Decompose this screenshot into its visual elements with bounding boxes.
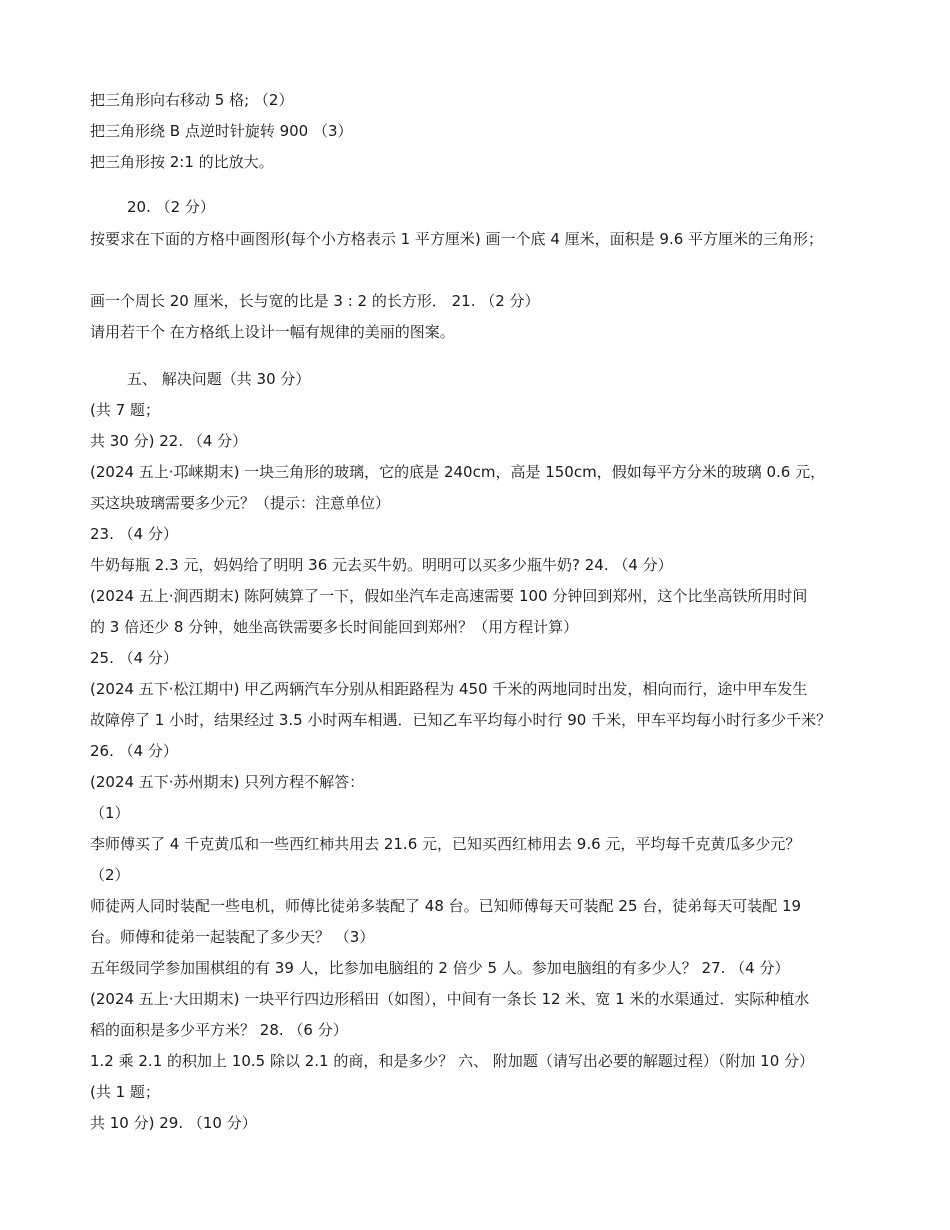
text-line: (2024 五下·苏州期末) 只列方程不解答：	[90, 773, 365, 791]
text-line: 稻的面积是多少平方米？ 28. （6 分）	[90, 1021, 348, 1039]
text-line: 共 30 分) 22. （4 分）	[90, 432, 248, 450]
text-line: (2024 五下·松江期中) 甲乙两辆汽车分别从相距路程为 450 千米的两地同时出发，相向而行，途中甲车发生	[90, 680, 808, 698]
text-line: (2024 五上·邛崃期末) 一块三角形的玻璃，它的底是 240cm，高是 150cm，假如每平方分米的玻璃 0.6 元，	[90, 463, 826, 481]
text-line: 牛奶每瓶 2.3 元，妈妈给了明明 36 元去买牛奶。明明可以买多少瓶牛奶? 24. （4 分）	[90, 556, 673, 574]
text-line: 师徒两人同时装配一些电机，师傅比徒弟多装配了 48 台。已知师傅每天可装配 25 台，徒弟每天可装配 19	[90, 897, 802, 915]
text-line: (共 1 题；	[90, 1083, 160, 1101]
question-number: 25. （4 分）	[90, 649, 178, 667]
text-line: 五年级同学参加围棋组的有 39 人，比参加电脑组的 2 倍少 5 人。参加电脑组的有多少人？ 27. （4 分）	[90, 959, 790, 977]
text-line: 把三角形绕 B 点逆时针旋转 900 （3）	[90, 122, 353, 140]
text-line: 请用若干个 在方格纸上设计一幅有规律的美丽的图案。	[90, 323, 455, 341]
text-line: 画一个周长 20 厘米，长与宽的比是 3 : 2 的长方形． 21. （2 分）	[90, 292, 540, 310]
text-line: (共 7 题；	[90, 401, 160, 419]
text-line: 故障停了 1 小时，结果经过 3.5 小时两车相遇．已知乙车平均每小时行 90 千米，甲车平均每小时行多少千米？	[90, 711, 832, 729]
text-line: 买这块玻璃需要多少元？（提示：注意单位）	[90, 494, 391, 512]
text-line: 李师傅买了 4 千克黄瓜和一些西红柿共用去 21.6 元，已知买西红柿用去 9.6 元，平均每千克黄瓜多少元？	[90, 835, 801, 853]
text-line: 按要求在下面的方格中画图形(每个小方格表示 1 平方厘米) 画一个底 4 厘米，面积是 9.6 平方厘米的三角形；	[90, 230, 824, 248]
question-number: 23. （4 分）	[90, 525, 178, 543]
text-line: (2024 五上·大田期末) 一块平行四边形稻田（如图），中间有一条长 12 米、宽 1 米的水渠通过．实际种植水	[90, 990, 810, 1008]
text-line: （1）	[90, 804, 130, 822]
text-line: 把三角形按 2:1 的比放大。	[90, 153, 274, 171]
question-number: 20. （2 分）	[127, 198, 215, 216]
question-number: 26. （4 分）	[90, 742, 178, 760]
text-line: （2）	[90, 866, 130, 884]
text-line: 台。师傅和徒弟一起装配了多少天？ （3）	[90, 928, 375, 946]
text-line: 把三角形向右移动 5 格; （2）	[90, 91, 294, 109]
text-line: (2024 五上·涧西期末) 陈阿姨算了一下，假如坐汽车走高速需要 100 分钟回到郑州，这个比坐高铁所用时间	[90, 587, 808, 605]
text-line: 1.2 乘 2.1 的积加上 10.5 除以 2.1 的商，和是多少？ 六、 附加题（请写出必要的解题过程）（附加 10 分）	[90, 1052, 815, 1070]
text-line: 的 3 倍还少 8 分钟，她坐高铁需要多长时间能回到郑州？（用方程计算）	[90, 618, 579, 636]
text-line: 共 10 分) 29. （10 分）	[90, 1114, 257, 1132]
section-heading: 五、 解决问题（共 30 分）	[127, 370, 311, 388]
